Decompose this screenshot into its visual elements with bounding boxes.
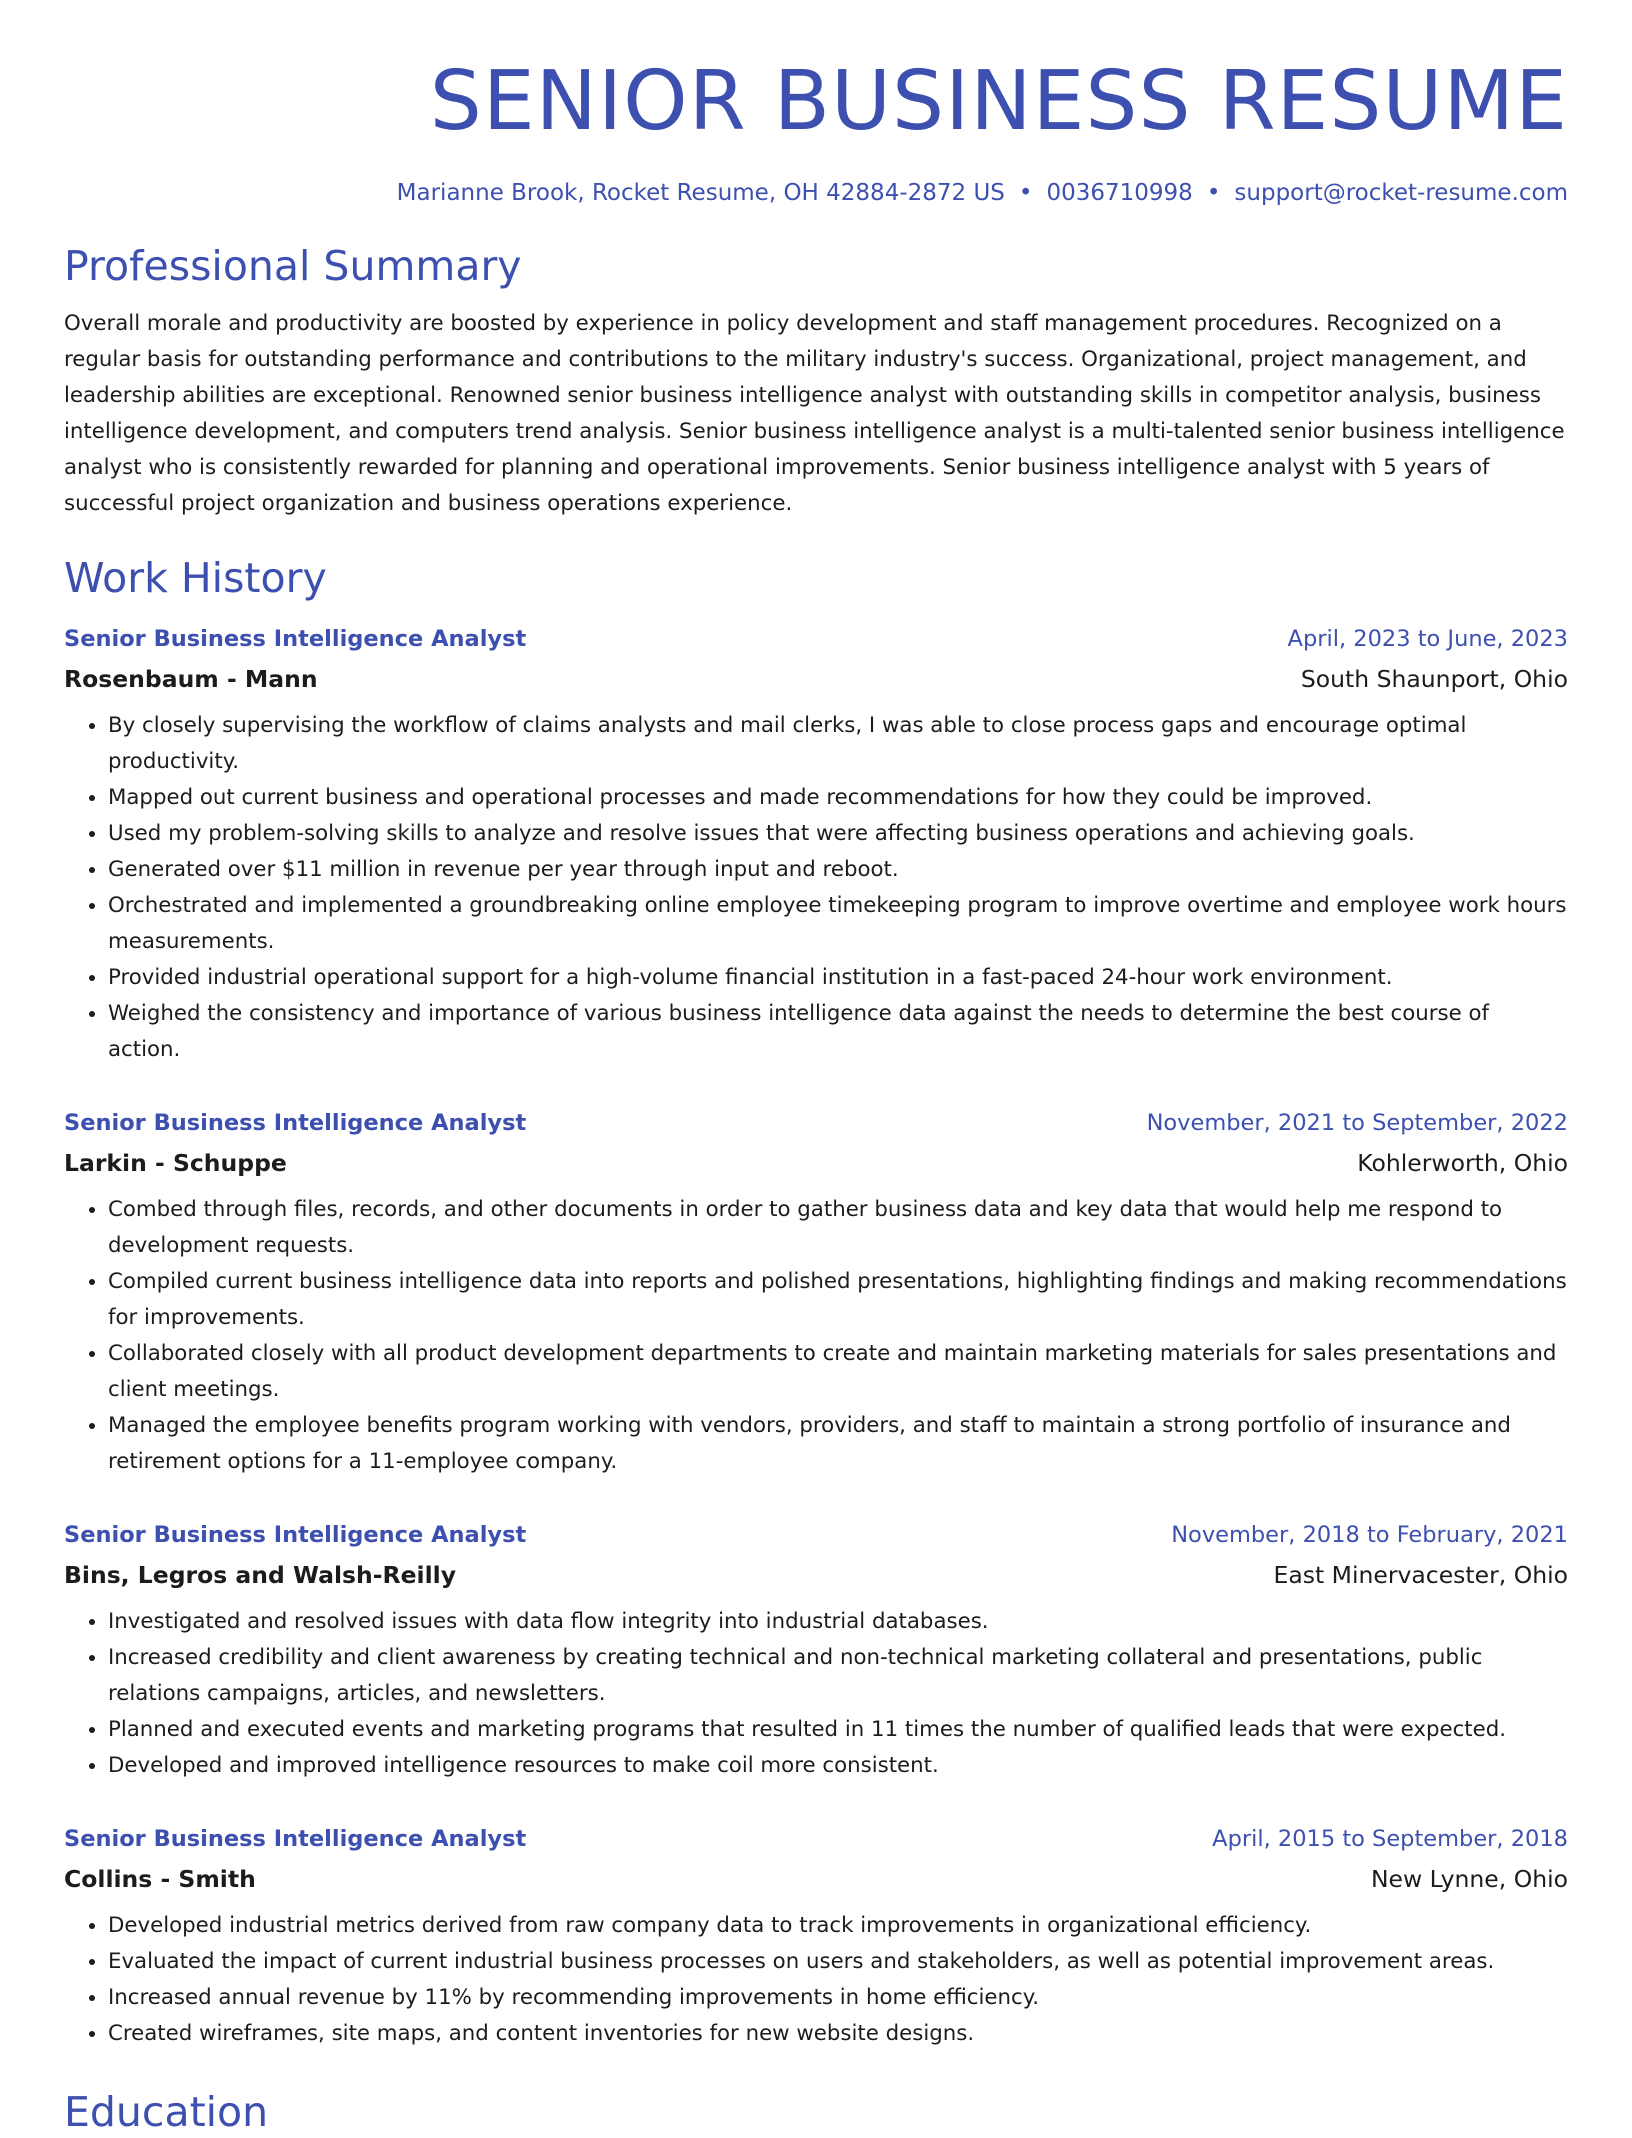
job-entry [64,1520,1568,1784]
job-title: Senior Business Intelligence Analyst [64,1110,527,1136]
job-title: Senior Business Intelligence Analyst [64,626,527,652]
job-bullet-list [64,708,1568,1068]
job-company: Rosenbaum - Mann [64,665,318,693]
job-bullet: • Orchestrated and implemented a groundbreaking online employee timekeeping program to improve overtime and employee work hours measurements. [108,888,1568,960]
job-location: Kohlerworth, Ohio [1357,1149,1568,1177]
job-bullet: • Weighed the consistency and importance of various business intelligence data against the needs to determine the best course of action. [108,996,1568,1068]
job-dates: November, 2018 to February, 2021 [1171,1522,1568,1548]
job-bullet-list [64,1192,1568,1480]
job-entry [64,624,1568,1068]
job-location: East Minervacester, Ohio [1273,1561,1568,1589]
job-bullet: • Generated over $11 million in revenue per year through input and reboot. [108,852,1568,888]
job-company-row [64,654,1568,694]
education-heading: Education [64,2088,269,2136]
job-bullet: • Used my problem-solving skills to analyze and resolve issues that were affecting business operations and achieving goals. [108,816,1568,852]
job-bullet-list [64,1604,1568,1784]
job-bullet: • Mapped out current business and operational processes and made recommendations for how they could be improved. [108,780,1568,816]
job-bullet: • Developed and improved intelligence resources to make coil more consistent. [108,1748,1568,1784]
job-bullet-list [64,1908,1568,2052]
work-history-heading: Work History [64,554,327,602]
job-bullet: • Evaluated the impact of current industrial business processes on users and stakeholders, as well as potential improvement areas. [108,1944,1568,1980]
job-bullet: • Compiled current business intelligence data into reports and polished presentations, highlighting findings and making recommendations for improvements. [108,1264,1568,1336]
contact-address: Marianne Brook, Rocket Resume, OH 42884-2872 US [396,180,1005,206]
contact-separator: • [1206,180,1221,206]
summary-text: Overall morale and productivity are boosted by experience in policy development and staff management procedures. Recognized on a regular basis for outstanding performance and contributions to the military industry's success. Organizational, project management, and leadership abilities are exceptional. Renowned senior business intelligence analyst with outstanding skills in competitor analysis, business intelligence development, and computers trend analysis. Senior business intelligence analyst is a multi-talented senior business intelligence analyst who is consistently rewarded for planning and operational improvements. Senior business intelligence analyst with 5 years of successful project organization and business operations experience. [64,311,1565,516]
job-company-row [64,1138,1568,1178]
job-location: New Lynne, Ohio [1370,1865,1568,1893]
contact-phone[interactable]: 0036710998 [1046,180,1193,206]
job-company-row [64,1854,1568,1894]
job-company-row [64,1550,1568,1590]
job-title: Senior Business Intelligence Analyst [64,1826,527,1852]
job-bullet: • Planned and executed events and marketing programs that resulted in 11 times the number of qualified leads that were expected. [108,1712,1568,1748]
job-title: Senior Business Intelligence Analyst [64,1522,527,1548]
job-header-row [64,1824,1568,1854]
job-dates: November, 2021 to September, 2022 [1146,1110,1568,1136]
job-bullet: • Collaborated closely with all product development departments to create and maintain marketing materials for sales presentations and client meetings. [108,1336,1568,1408]
job-header-row [64,1108,1568,1138]
job-header-row [64,1520,1568,1550]
summary-heading: Professional Summary [64,242,522,290]
job-entry [64,1824,1568,2052]
job-bullet: • Increased credibility and client awareness by creating technical and non-technical marketing collateral and presentations, public relations campaigns, articles, and newsletters. [108,1640,1568,1712]
contact-separator: • [1018,180,1033,206]
resume-title: SENIOR BUSINESS RESUME [429,54,1568,149]
job-bullet: • Investigated and resolved issues with data flow integrity into industrial databases. [108,1604,1568,1640]
job-bullet: • Combed through files, records, and other documents in order to gather business data and key data that would help me respond to development requests. [108,1192,1568,1264]
job-bullet: • By closely supervising the workflow of claims analysts and mail clerks, I was able to close process gaps and encourage optimal productivity. [108,708,1568,780]
job-bullet: • Provided industrial operational support for a high-volume financial institution in a fast-paced 24-hour work environment. [108,960,1568,996]
job-bullet: • Managed the employee benefits program working with vendors, providers, and staff to maintain a strong portfolio of insurance and retirement options for a 11-employee company. [108,1408,1568,1480]
job-bullet: • Developed industrial metrics derived from raw company data to track improvements in organizational efficiency. [108,1908,1568,1944]
work-history-list [64,624,1568,2052]
job-bullet: • Increased annual revenue by 11% by recommending improvements in home efficiency. [108,1980,1568,2016]
job-dates: April, 2015 to September, 2018 [1212,1826,1568,1852]
job-company: Bins, Legros and Walsh-Reilly [64,1561,457,1589]
job-entry [64,1108,1568,1480]
job-dates: April, 2023 to June, 2023 [1287,626,1568,652]
contact-line [64,178,1568,208]
job-company: Collins - Smith [64,1865,256,1893]
job-location: South Shaunport, Ohio [1300,665,1568,693]
contact-email[interactable]: support@rocket-resume.com [1234,180,1568,206]
job-company: Larkin - Schuppe [64,1149,287,1177]
job-bullet: • Created wireframes, site maps, and content inventories for new website designs. [108,2016,1568,2052]
job-header-row [64,624,1568,654]
